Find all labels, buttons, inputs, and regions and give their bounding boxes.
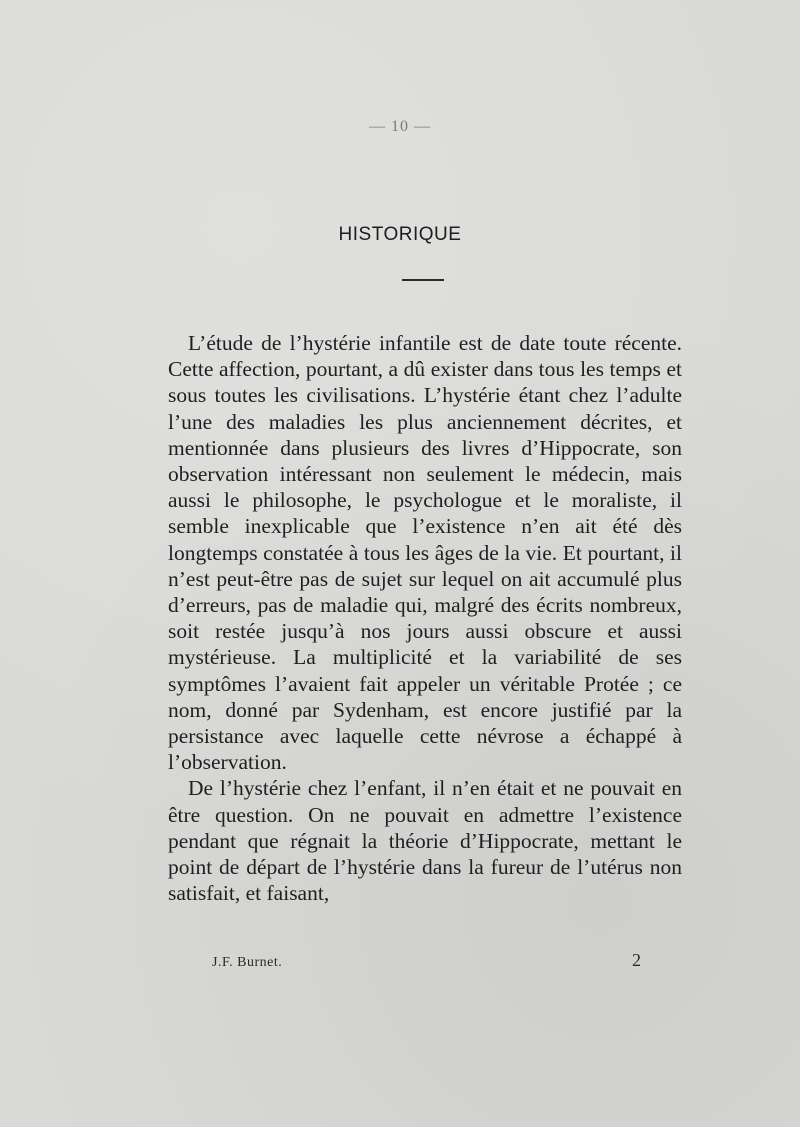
top-page-number: — 10 — — [369, 118, 431, 135]
section-title: HISTORIQUE — [338, 224, 462, 245]
paragraph-2: De l’hystérie chez l’enfant, il n’en était et ne pouvait en être question. On ne pouvait en admettre l’existence pendant que régnait la théorie d’Hippocrate, mettant le point de départ de l’hystérie dans la fureur de l’utérus non satisfait, et faisant, — [168, 776, 682, 906]
footer-signature: J.F. Burnet. — [212, 955, 283, 970]
title-underline-rule — [402, 279, 444, 281]
paragraph-1: L’étude de l’hystérie infantile est de date toute récente. Cette affection, pourtant, a dû exister dans tous les temps et sous toutes les civilisations. L’hystérie étant chez l’adulte l’une des maladies les plus anciennement décrites, et mentionnée dans plusieurs des livres d’Hippocrate, son observation intéressant non seulement le médecin, mais aussi le philosophe, le psychologue et le moraliste, il semble inexplicable que l’existence n’en ait été dès longtemps constatée à tous les âges de la vie. Et pourtant, il n’est peut-être pas de sujet sur lequel on ait accumulé plus d’erreurs, pas de maladie qui, malgré des écrits nombreux, soit restée jusqu’à nos jours aussi obscure et aussi mystérieuse. La multiplicité et la variabilité de ses symptômes l’avaient fait appeler un véritable Protée ; ce nom, donné par Sydenham, est encore justifié par la persistance avec laquelle cette névrose a échappé à l’observation. — [168, 331, 682, 775]
body-text — [168, 330, 682, 906]
footer-signature-number: 2 — [632, 950, 641, 970]
